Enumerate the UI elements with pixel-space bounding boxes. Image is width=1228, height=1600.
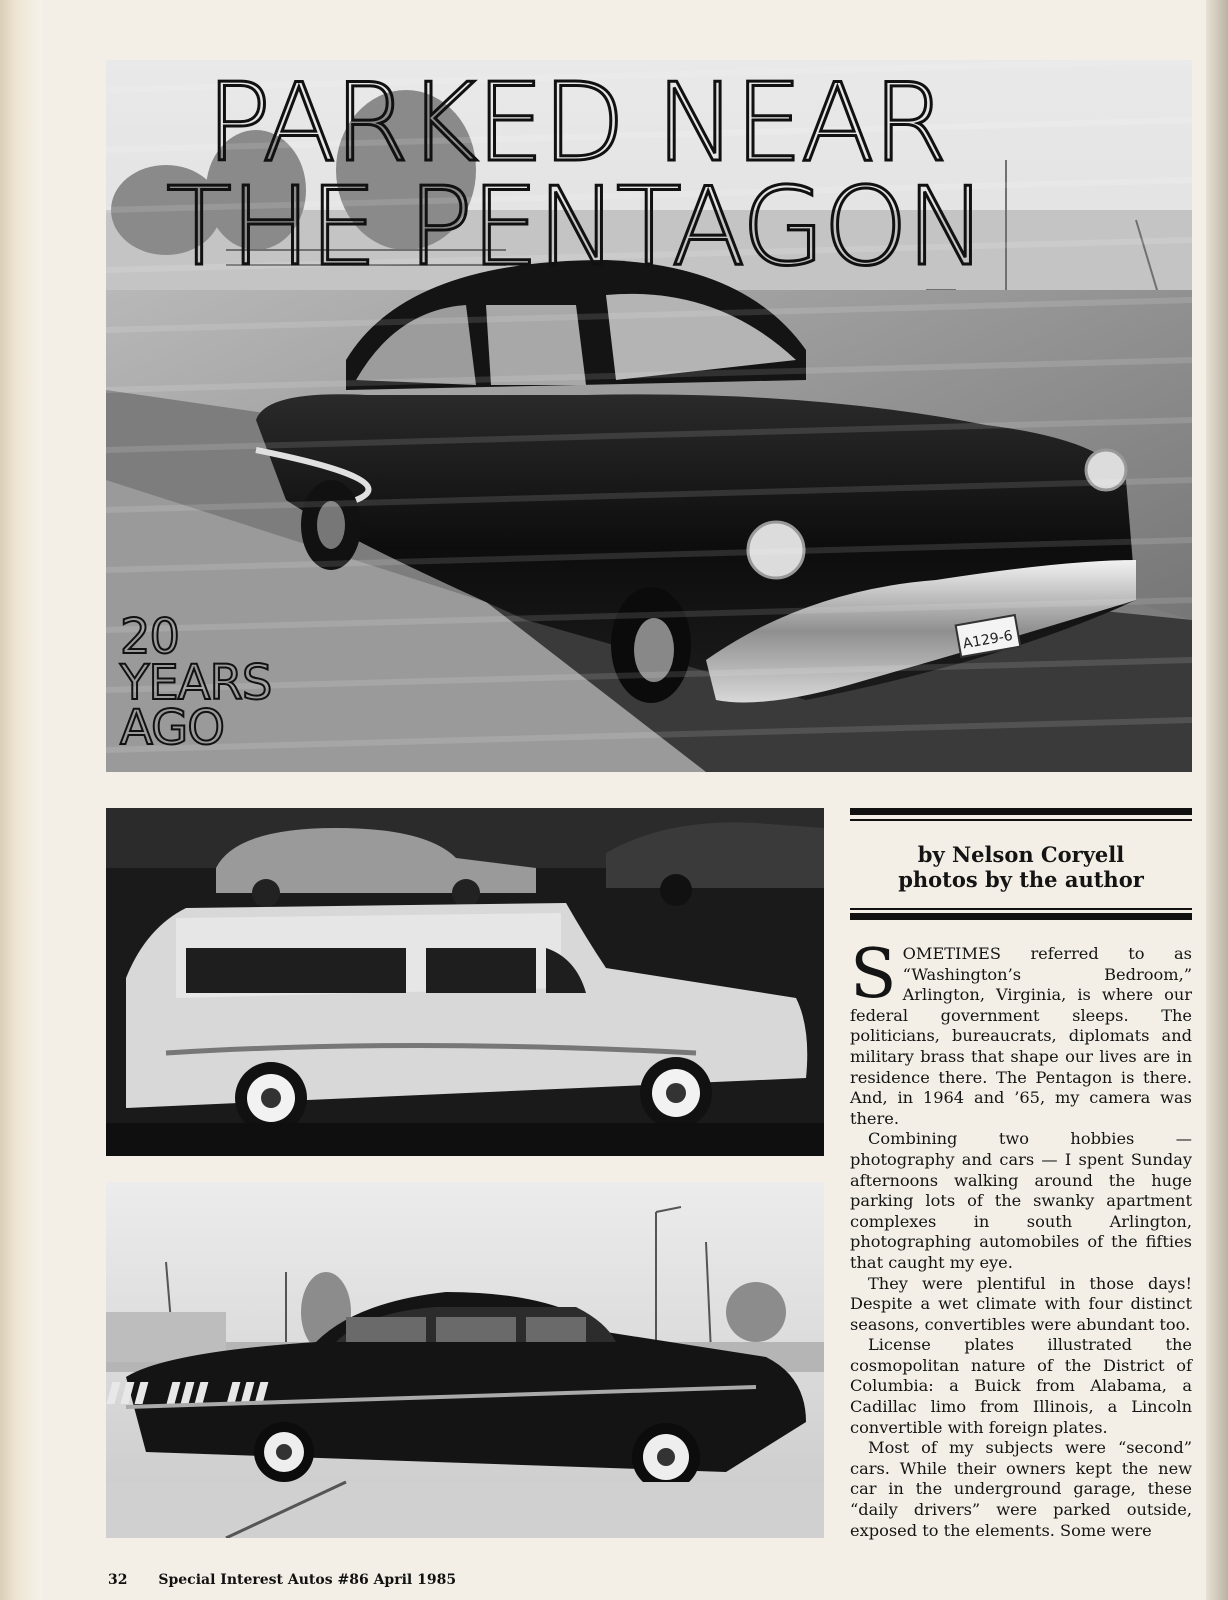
section-tag-line-3: AGO: [120, 700, 224, 757]
byline-rule-top-thick: [850, 808, 1192, 815]
section-tag-line-2: YEARS: [120, 654, 272, 711]
photo-buick-sedan: [106, 1182, 824, 1538]
drop-cap: S: [850, 935, 897, 1014]
byline-rule-bottom-thin: [850, 908, 1192, 910]
publication-name: Special Interest Autos #86 April 1985: [158, 1572, 457, 1588]
section-tag-line-1: 20: [120, 609, 180, 665]
article-paragraph: They were plentiful in those days! Despite a wet climate with four distinct seasons, convertibles were abundant too.: [850, 1273, 1192, 1334]
article-paragraph: Combining two hobbies — photography and cars — I spent Sunday afternoons walking around the huge parking lots of the swanky apartment complexes in south Arlington, photographing automobiles of the fifties that caught my eye.: [850, 1129, 1192, 1272]
license-plate-text: A129-6: [961, 627, 1014, 653]
byline-author: by Nelson Coryell: [917, 842, 1125, 867]
byline-rule-bottom-thick: [850, 913, 1192, 920]
article-paragraph: [850, 935, 1192, 1129]
headline: [166, 61, 1192, 290]
page-number: 32: [108, 1572, 128, 1588]
photo-station-wagon: [106, 808, 824, 1156]
byline-photos: photos by the author: [898, 867, 1144, 893]
hero-photo-oldsmobile: [106, 60, 1192, 772]
facing-page-edge: [1206, 0, 1228, 1600]
page-binding: [0, 0, 42, 1600]
headline-line-2: THE PENTAGON: [166, 165, 985, 290]
byline-rule-top-thin: [850, 819, 1192, 821]
byline: [850, 842, 1192, 892]
article-paragraph: Most of my subjects were “second” cars. While their owners kept the new car in the underground garage, these “daily drivers” were parked outside, exposed to the elements. Some were: [850, 1438, 1192, 1540]
section-tag-20-years-ago: [120, 609, 272, 757]
paragraph-text: OMETIMES referred to as “Washington’s Bedroom,” Arlington, Virginia, is where our federal government sleeps. The politicians, bureaucrats, diplomats and military brass that shape our lives are in residence there. The Pentagon is there. And, in 1964 and ’65, my camera was there.: [850, 944, 1192, 1128]
headline-line-1: PARKED NEAR: [206, 61, 946, 186]
page-footer: [108, 1572, 456, 1588]
article-paragraph: License plates illustrated the cosmopolitan nature of the District of Columbia: a Buick from Alabama, a Cadillac limo from Illinois, a Lincoln convertible with foreign plates.: [850, 1335, 1192, 1437]
article-body: [850, 935, 1192, 1541]
